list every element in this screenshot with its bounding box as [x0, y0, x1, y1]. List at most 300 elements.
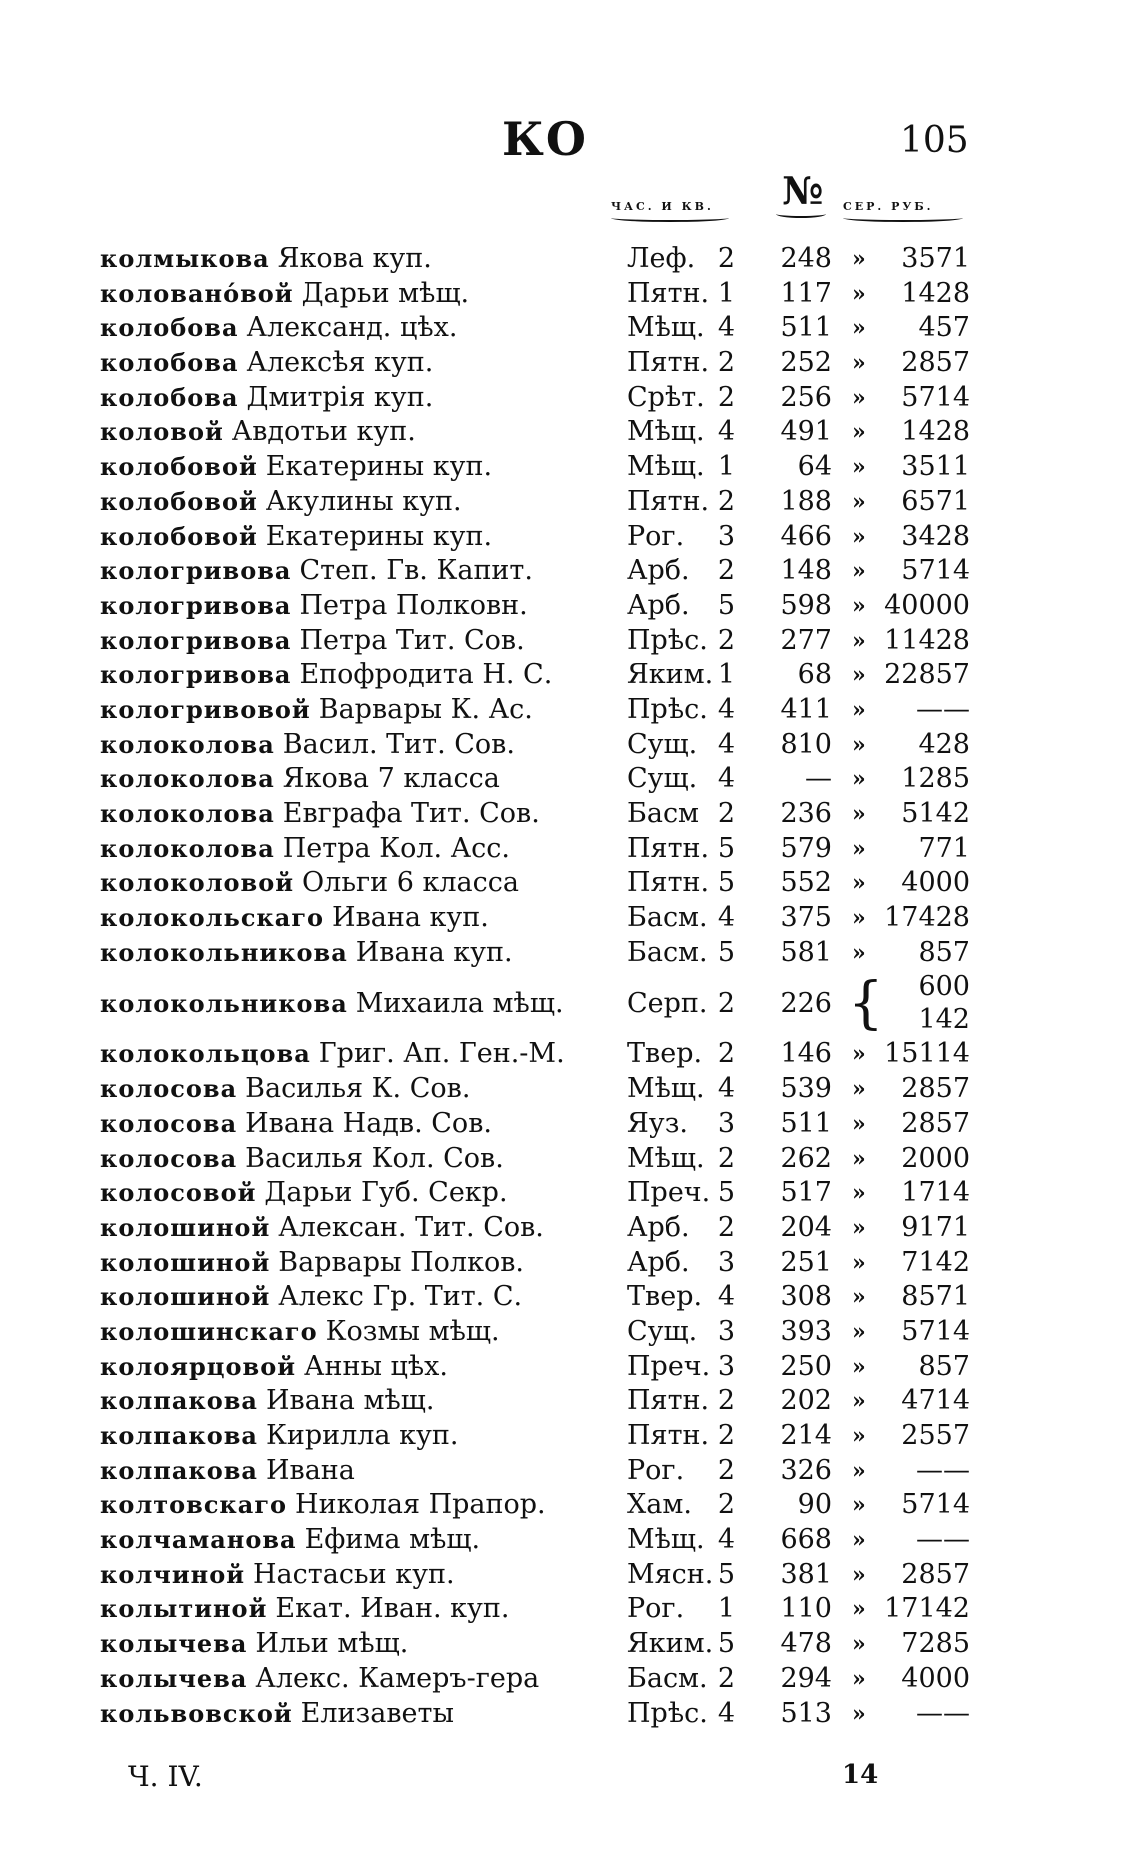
entry-quarter: 2: [717, 1489, 735, 1521]
entry-name: [100, 624, 525, 659]
ditto-mark: »: [852, 488, 866, 515]
entry-house-number: 381: [780, 1558, 832, 1590]
entry-amount: 17428: [884, 902, 970, 934]
entry-quarter: 4: [717, 728, 735, 760]
entry-amount: 2857: [901, 1558, 970, 1590]
entry-quarter: 5: [717, 867, 735, 899]
entry-name: [100, 1662, 539, 1697]
entry-name: [100, 797, 540, 832]
entry-district: Яким.: [627, 1628, 714, 1660]
entry-row: [100, 450, 980, 485]
entry-house-number: 581: [780, 936, 832, 968]
entry-house-number: 204: [780, 1211, 832, 1243]
entry-district: Серп.: [627, 988, 708, 1020]
entry-quarter: 4: [717, 693, 735, 725]
entry-quarter: 2: [717, 1662, 735, 1694]
entry-name: [100, 936, 513, 971]
entry-house-number: 68: [797, 659, 832, 691]
entry-quarter: 1: [717, 277, 735, 309]
entry-house-number: 579: [780, 832, 832, 864]
entry-quarter: 5: [717, 832, 735, 864]
ditto-mark: »: [852, 315, 866, 342]
entry-given-name: Анны цѣх.: [304, 1350, 448, 1382]
entry-given-name: Кирилла куп.: [265, 1420, 459, 1451]
entry-name: [100, 1454, 355, 1489]
entry-row: [100, 1384, 980, 1419]
ditto-mark: »: [852, 1527, 866, 1554]
entry-given-name: Ивана: [265, 1454, 355, 1486]
ditto-mark: »: [852, 835, 866, 862]
entry-district: Пятн.: [627, 1420, 710, 1451]
entry-given-name: Николая Прапор.: [295, 1489, 546, 1521]
footer-signature: Ч. IV.: [128, 1760, 203, 1793]
ditto-mark: »: [852, 454, 866, 481]
entry-amount: 2857: [901, 1073, 970, 1105]
entry-row: [100, 1488, 980, 1523]
entry-name: [100, 311, 457, 346]
entry-amount: 2557: [901, 1420, 970, 1451]
entry-surname: колобовой: [100, 452, 258, 482]
entry-amount: 5142: [901, 798, 970, 829]
entry-row: [100, 1523, 980, 1558]
entry-district: Мѣщ.: [627, 1524, 705, 1556]
entry-house-number: 146: [780, 1038, 832, 1070]
entry-district: Рог.: [627, 520, 685, 552]
ditto-mark: »: [852, 1318, 866, 1345]
entry-amount: 2857: [901, 1107, 970, 1139]
entry-quarter: 4: [717, 1524, 735, 1556]
ditto-mark: »: [852, 1110, 866, 1137]
ditto-mark: »: [852, 1076, 866, 1103]
entry-surname: колчаманова: [100, 1525, 297, 1555]
entry-quarter: 4: [717, 763, 735, 795]
ditto-mark: »: [852, 384, 866, 411]
entry-row: [100, 1211, 980, 1246]
entry-given-name: Александ. цѣх.: [246, 312, 458, 344]
ditto-mark: »: [852, 419, 866, 446]
entry-row: [100, 1246, 980, 1281]
entry-name: [100, 1072, 470, 1107]
entry-amount: 1428: [901, 277, 970, 309]
entry-quarter: 2: [717, 485, 735, 517]
entry-amount: 3571: [901, 243, 970, 274]
entry-name: [100, 901, 489, 936]
entry-quarter: 4: [717, 902, 735, 934]
ditto-mark: »: [852, 1284, 866, 1311]
entry-name: [100, 1315, 500, 1350]
entry-surname: колокольникова: [100, 989, 348, 1019]
entry-amount: 9171: [901, 1211, 970, 1243]
entry-amount: ——: [916, 1454, 970, 1486]
column-header-rubles: СЕР. РУБ.: [843, 200, 934, 213]
entry-row: [100, 1142, 980, 1177]
entry-given-name: Настасьи куп.: [253, 1558, 455, 1590]
entry-house-number: 393: [780, 1315, 832, 1347]
entry-surname: колошиной: [100, 1282, 271, 1312]
entry-district: Пятн.: [627, 485, 710, 517]
entry-row: [100, 624, 980, 659]
entry-surname: колоколова: [100, 799, 275, 828]
ditto-mark: »: [852, 1492, 866, 1519]
entry-district: Басм.: [627, 902, 708, 934]
entry-name: [100, 1697, 454, 1732]
entry-surname: колтовскаго: [100, 1490, 288, 1520]
entry-quarter: 2: [717, 347, 735, 379]
entry-name: [100, 1488, 546, 1523]
entry-given-name: Варвары К. Ас.: [318, 693, 533, 725]
entry-surname: колобова: [100, 313, 239, 343]
entry-given-name: Алекс Гр. Тит. С.: [278, 1281, 523, 1313]
ditto-mark: »: [852, 1180, 866, 1207]
entry-house-number: 810: [780, 728, 832, 760]
entry-district: Мѣщ.: [627, 312, 705, 344]
entry-name: [100, 520, 492, 555]
entry-district: Пятн.: [627, 867, 710, 899]
entry-given-name: Якова куп.: [277, 243, 432, 274]
entry-house-number: 262: [780, 1142, 832, 1174]
entry-name: [100, 728, 515, 763]
entry-quarter: 5: [717, 936, 735, 968]
entry-given-name: Акулины куп.: [265, 485, 462, 517]
entry-name: [100, 589, 528, 624]
entry-district: Пятн.: [627, 347, 710, 379]
entry-name: [100, 381, 433, 416]
entry-surname: колошиной: [100, 1212, 271, 1242]
entry-given-name: Петра Тит. Сов.: [299, 624, 525, 656]
entry-house-number: 539: [780, 1073, 832, 1105]
entry-given-name: Якова 7 класса: [282, 763, 500, 795]
entry-district: Рог.: [627, 1454, 685, 1486]
entry-amount: 1285: [901, 763, 970, 795]
entry-given-name: Петра Полковн.: [299, 589, 528, 621]
entry-district: Твер.: [627, 1281, 703, 1313]
entry-surname: колосова: [100, 1108, 238, 1138]
ditto-mark: »: [852, 1353, 866, 1380]
ditto-mark: »: [852, 1423, 866, 1449]
entry-name: [100, 1176, 508, 1211]
entry-surname: колосова: [100, 1074, 238, 1104]
entry-quarter: 3: [717, 1107, 735, 1139]
ditto-mark: »: [852, 350, 866, 377]
entry-house-number: 148: [780, 555, 832, 587]
entry-house-number: 375: [780, 902, 832, 934]
entry-quarter: 2: [717, 1211, 735, 1243]
entry-quarter: 4: [717, 312, 735, 344]
entry-name: [100, 1280, 522, 1315]
entry-given-name: Евграфа Тит. Сов.: [282, 798, 540, 829]
entry-district: Яким.: [627, 659, 714, 691]
ditto-mark: »: [852, 1214, 866, 1241]
entry-house-number: 202: [780, 1385, 832, 1417]
ditto-mark: »: [852, 1631, 866, 1658]
entry-given-name: Варвары Полков.: [278, 1246, 524, 1278]
entry-row: [100, 1697, 980, 1732]
entry-quarter: 5: [717, 1558, 735, 1590]
entry-district: Яуз.: [627, 1107, 689, 1139]
brace-mark: {: [848, 971, 884, 1037]
entry-house-number: 668: [780, 1524, 832, 1556]
entry-given-name: Епофродита Н. С.: [299, 659, 553, 691]
entry-house-number: 466: [780, 520, 832, 552]
entry-district: Басм.: [627, 936, 708, 968]
entry-district: Басм: [627, 798, 700, 829]
entry-given-name: Степ. Гв. Капит.: [299, 555, 533, 587]
entry-surname: колобовой: [100, 521, 258, 551]
entry-amount: ——: [916, 1697, 970, 1729]
entry-amount: ——: [916, 693, 970, 725]
entry-house-number: 256: [780, 381, 832, 413]
entry-quarter: 3: [717, 1350, 735, 1382]
entry-house-number: —: [805, 763, 832, 795]
entry-given-name: Ильи мѣщ.: [255, 1628, 409, 1660]
entry-house-number: 117: [780, 277, 832, 309]
entry-name: [100, 762, 500, 797]
entry-given-name: Авдотьи куп.: [231, 416, 416, 448]
ditto-mark: »: [852, 1388, 866, 1415]
entry-quarter: 4: [717, 1281, 735, 1313]
entry-house-number: 294: [780, 1662, 832, 1694]
entry-surname: колокольникова: [100, 937, 348, 967]
entry-house-number: 90: [797, 1489, 832, 1521]
entry-quarter: 1: [717, 659, 735, 691]
entry-amount: 8571: [901, 1281, 970, 1313]
entry-house-number: 411: [780, 693, 832, 725]
entry-row: [100, 1037, 980, 1072]
entry-name: [100, 1592, 510, 1627]
entry-row: [100, 1107, 980, 1142]
entry-amount: 7285: [901, 1628, 970, 1660]
entry-surname: колмыкова: [100, 244, 270, 273]
entry-row: [100, 1315, 980, 1350]
entry-given-name: Екатерины куп.: [265, 451, 493, 483]
entry-district: Арб.: [627, 1211, 690, 1243]
entry-house-number: 214: [780, 1420, 832, 1451]
entry-surname: колокольцова: [100, 1039, 311, 1069]
entry-name: [100, 1107, 492, 1142]
entry-surname: колосова: [100, 1143, 238, 1173]
entry-house-number: 511: [780, 1107, 832, 1139]
entry-surname: колоколова: [100, 764, 275, 794]
entry-given-name: Елизаветы: [300, 1697, 454, 1729]
entry-name: [100, 1523, 480, 1558]
entry-district: Мѣщ.: [627, 1073, 705, 1105]
header-swash-right: [843, 214, 963, 222]
entry-house-number: 64: [797, 451, 832, 483]
entry-given-name: Екатерины куп.: [265, 520, 493, 552]
ditto-mark: »: [852, 280, 866, 307]
entry-amount: 15114: [884, 1038, 970, 1070]
entry-surname: колпакова: [100, 1421, 258, 1450]
entry-row: [100, 346, 980, 381]
entry-row: [100, 866, 980, 901]
entry-row: [100, 1662, 980, 1697]
entry-quarter: 4: [717, 1073, 735, 1105]
entry-given-name: Алексан. Тит. Сов.: [278, 1211, 544, 1243]
entry-house-number: 251: [780, 1246, 832, 1278]
entry-district: Сущ.: [627, 728, 698, 760]
entry-surname: колоколовой: [100, 868, 295, 898]
entry-row: [100, 970, 980, 1037]
ditto-mark: »: [852, 801, 866, 827]
entry-row: [100, 901, 980, 936]
entry-district: Пятн.: [627, 832, 710, 864]
entry-house-number: 326: [780, 1454, 832, 1486]
entry-house-number: 513: [780, 1697, 832, 1729]
entry-district: Арб.: [627, 1246, 690, 1278]
entry-district: Леф.: [627, 243, 696, 274]
entry-name: [100, 1246, 524, 1281]
entry-given-name: Ольги 6 класса: [302, 867, 519, 899]
entry-amount: 11428: [884, 624, 970, 656]
entry-quarter: 1: [717, 451, 735, 483]
entry-amount-second: 142: [918, 1004, 970, 1036]
entry-district: Хам.: [627, 1489, 692, 1521]
entry-surname: колосовой: [100, 1178, 257, 1208]
ditto-mark: »: [852, 627, 866, 654]
ditto-mark: »: [852, 870, 866, 897]
entry-row: [100, 554, 980, 589]
entry-quarter: 2: [717, 1420, 735, 1451]
column-header-number: №: [782, 168, 824, 213]
entry-surname: колованόвой: [100, 278, 294, 308]
entry-row: [100, 1280, 980, 1315]
entry-amount: 5714: [901, 555, 970, 587]
entry-name: [100, 1558, 455, 1593]
page-number: 105: [900, 120, 969, 161]
entry-house-number: 110: [780, 1593, 832, 1625]
entry-house-number: 552: [780, 867, 832, 899]
entry-given-name: Ивана куп.: [332, 902, 489, 934]
entry-name: [100, 1142, 504, 1177]
entry-amount: 457: [918, 312, 970, 344]
entry-row: [100, 415, 980, 450]
entry-row: [100, 728, 980, 763]
entry-quarter: 3: [717, 520, 735, 552]
entry-house-number: 478: [780, 1628, 832, 1660]
entry-house-number: 248: [780, 243, 832, 274]
entry-house-number: 308: [780, 1281, 832, 1313]
entry-surname: колоколова: [100, 729, 275, 759]
entry-district: Преч.: [627, 1177, 711, 1209]
entry-surname: колокольскаго: [100, 903, 325, 933]
entry-row: [100, 1592, 980, 1627]
entry-name: [100, 1627, 408, 1662]
ditto-mark: »: [852, 558, 866, 585]
ditto-mark: »: [852, 1249, 866, 1276]
entry-amount: 7142: [901, 1246, 970, 1278]
entry-row: [100, 658, 980, 693]
entry-house-number: 598: [780, 589, 832, 621]
entry-amount: 2857: [901, 347, 970, 379]
entry-quarter: 2: [717, 1385, 735, 1417]
entry-row: [100, 381, 980, 416]
entry-name: [100, 1350, 448, 1385]
entry-row: [100, 797, 980, 832]
entry-amount: 857: [918, 936, 970, 968]
entry-name: [100, 970, 564, 1037]
entry-name: [100, 415, 416, 450]
entry-row: [100, 277, 980, 312]
entry-surname: колобова: [100, 382, 239, 412]
entry-quarter: 3: [717, 1315, 735, 1347]
entry-row: [100, 693, 980, 728]
ditto-mark: »: [852, 662, 866, 689]
entry-row: [100, 1454, 980, 1489]
entry-surname: колчиной: [100, 1559, 246, 1589]
entry-district: Сущ.: [627, 1315, 698, 1347]
ditto-mark: »: [852, 1457, 866, 1484]
entry-name: [100, 693, 533, 728]
ditto-mark: »: [852, 696, 866, 723]
entry-given-name: Ивана Надв. Сов.: [245, 1107, 492, 1139]
entry-row: [100, 1350, 980, 1385]
entry-house-number: 491: [780, 416, 832, 448]
entry-quarter: 2: [717, 1038, 735, 1070]
ditto-mark: »: [852, 766, 866, 793]
entry-row: [100, 1419, 980, 1454]
entry-given-name: Михаила мѣщ.: [355, 988, 564, 1020]
entry-district: Срѣт.: [627, 381, 705, 413]
entry-row: [100, 589, 980, 624]
entry-given-name: Дарьи Губ. Секр.: [264, 1177, 508, 1209]
entry-quarter: 4: [717, 416, 735, 448]
ditto-mark: »: [852, 592, 866, 619]
entry-quarter: 5: [717, 589, 735, 621]
entry-house-number: 236: [780, 798, 832, 829]
ditto-mark: »: [852, 1561, 866, 1588]
entry-name: [100, 1037, 565, 1072]
entry-amount: 6571: [901, 485, 970, 517]
entry-house-number: 252: [780, 347, 832, 379]
entry-amount: 40000: [884, 589, 970, 621]
entry-given-name: Васил. Тит. Сов.: [282, 728, 515, 760]
entry-name: [100, 554, 533, 589]
ditto-mark: »: [852, 1041, 866, 1068]
entry-amount: 428: [918, 728, 970, 760]
entry-house-number: 517: [780, 1177, 832, 1209]
entry-surname: колытиной: [100, 1594, 268, 1624]
ditto-mark: »: [852, 1145, 866, 1172]
entry-name: [100, 346, 433, 381]
entry-surname: кологривова: [100, 660, 292, 690]
entry-row: [100, 832, 980, 867]
entry-row: [100, 1176, 980, 1211]
header-swash-left: [611, 214, 729, 222]
entry-surname: кологривова: [100, 590, 292, 620]
entry-surname: колоярцовой: [100, 1351, 297, 1381]
entry-surname: колпакова: [100, 1386, 258, 1416]
entry-district: Твер.: [627, 1038, 703, 1070]
entry-quarter: 2: [717, 798, 735, 829]
entry-given-name: Алекс. Камеръ-гера: [255, 1662, 540, 1694]
entry-quarter: 4: [717, 1697, 735, 1729]
entry-surname: кологривова: [100, 625, 292, 655]
entry-name: [100, 242, 432, 277]
entry-quarter: 2: [717, 988, 735, 1020]
entry-amount: 4714: [901, 1385, 970, 1417]
ditto-mark: »: [852, 939, 866, 966]
ditto-mark: »: [852, 523, 866, 550]
entry-given-name: Алексѣя куп.: [246, 347, 434, 379]
entry-amount: ——: [916, 1524, 970, 1556]
ditto-mark: »: [852, 1665, 866, 1692]
entry-amount: 1428: [901, 416, 970, 448]
entry-district: Мясн.: [627, 1558, 714, 1590]
entry-surname: колоколова: [100, 833, 275, 863]
ditto-mark: »: [852, 246, 866, 272]
entry-surname: колобова: [100, 348, 239, 378]
entry-row: [100, 311, 980, 346]
